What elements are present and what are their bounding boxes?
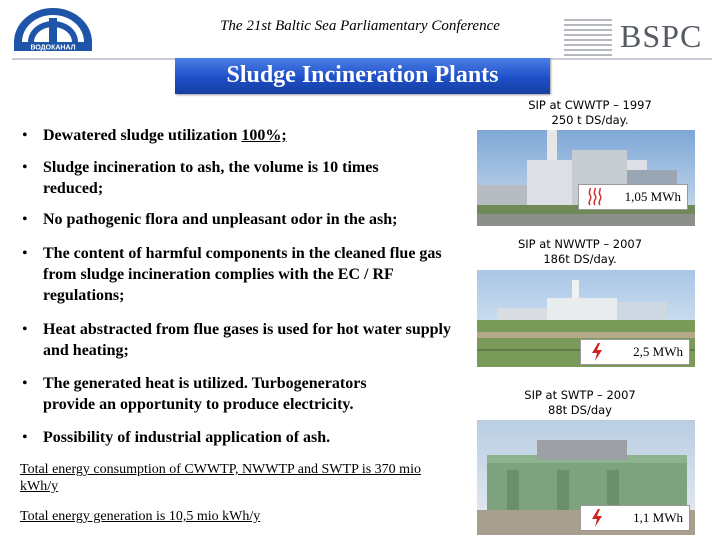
logo-left-text: ВОДОКАНАЛ	[30, 44, 76, 52]
energy-badge	[580, 339, 690, 365]
bullet-dot: •	[22, 159, 28, 176]
plant-photo-cwwtp	[477, 130, 695, 226]
vodokanal-logo	[8, 4, 98, 56]
lightning-icon	[589, 508, 605, 528]
slide-title: Sludge Incineration Plants	[175, 58, 550, 94]
plant-caption	[490, 98, 690, 128]
bullet-item	[22, 373, 422, 415]
bullet-dot: •	[22, 245, 28, 262]
bullet-text: Heat abstracted from flue gases is used for hot water supply and heating;	[43, 321, 451, 359]
bullet-item	[22, 319, 462, 361]
energy-value: 1,1 MWh	[633, 510, 683, 525]
bullet-emphasis: 100%;	[241, 127, 287, 144]
bullet-dot: •	[22, 211, 28, 228]
plant-caption	[480, 388, 680, 418]
bspc-logo-text: BSPC	[620, 18, 703, 54]
bullet-dot: •	[22, 429, 28, 446]
plant-caption-title: SIP at NWWTP – 2007	[517, 237, 643, 251]
bullet-item	[22, 125, 352, 146]
bullet-dot: •	[22, 127, 28, 144]
bullet-text: The content of harmful components in the cleaned flue gas from sludge incineration complies with the EC / RF regulations;	[43, 245, 442, 304]
bullet-dot: •	[22, 375, 28, 392]
plant-caption-capacity: 88t DS/day	[548, 403, 612, 417]
plant-caption-title: SIP at CWWTP – 1997	[528, 98, 652, 112]
plant-caption-capacity: 250 t DS/day.	[551, 113, 629, 127]
bullet-item	[22, 157, 442, 199]
bullet-text: No pathogenic flora and unpleasant odor in the ash;	[43, 211, 398, 228]
generation-note: Total energy generation is 10,5 mio kWh/y	[20, 509, 261, 524]
bullet-item	[22, 209, 482, 230]
energy-badge	[578, 184, 688, 210]
bullet-item	[22, 243, 452, 306]
energy-value: 1,05 MWh	[624, 189, 681, 204]
energy-badge	[580, 505, 690, 531]
consumption-note: Total energy consumption of CWWTP, NWWTP and SWTP is 370 mio kWh/y	[20, 462, 421, 494]
energy-value: 2,5 MWh	[633, 344, 683, 359]
bullet-text: The generated heat is utilized. Turbogenerators provide an opportunity to produce electricity.	[43, 375, 367, 413]
bullet-item	[22, 427, 422, 448]
bullet-text: Sludge incineration to ash, the volume is 10 times reduced;	[43, 159, 379, 197]
heat-icon	[587, 187, 603, 207]
lightning-icon	[589, 342, 605, 362]
bullet-text: Possibility of industrial application of ash.	[43, 429, 331, 446]
bullet-dot: •	[22, 321, 28, 338]
conference-title: The 21st Baltic Sea Parliamentary Conference	[220, 18, 500, 34]
plant-caption	[480, 237, 680, 267]
bullet-text: Dewatered sludge utilization	[43, 127, 242, 144]
plant-caption-capacity: 186t DS/day.	[543, 252, 617, 266]
plant-caption-title: SIP at SWTP – 2007	[524, 388, 636, 402]
